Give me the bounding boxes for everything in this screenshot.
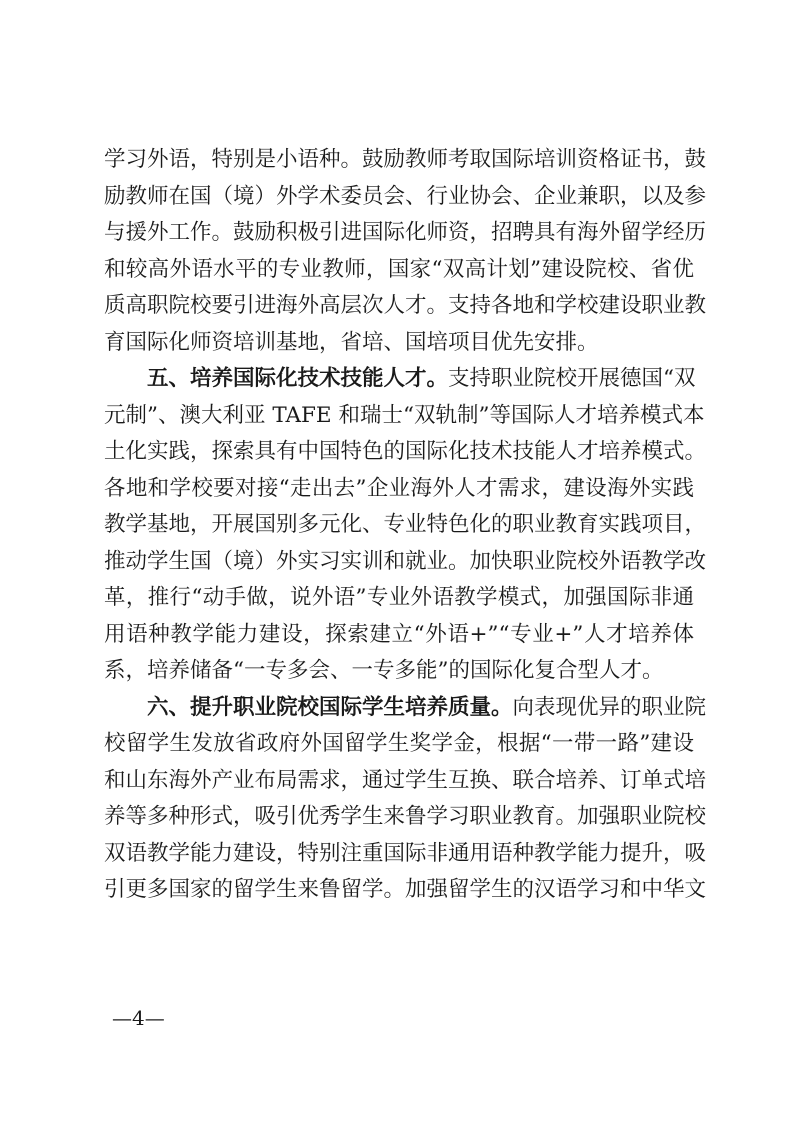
text-line: 各地和学校要对接“走出去”企业海外人才需求，建设海外实践 — [104, 475, 694, 501]
text-line — [104, 361, 694, 398]
text-line: 和山东海外产业布局需求，通过学生互换、联合培养、订单式培 — [104, 767, 707, 793]
text-line: 质高职院校要引进海外高层次人才。支持各地和学校建设职业教 — [104, 293, 707, 318]
text-line: 育国际化师资培训基地，省培、国培项目优先安排。 — [104, 329, 599, 355]
body-text — [104, 142, 707, 909]
page-number: —4— — [112, 1006, 165, 1030]
text-line: 元制”、澳大利亚 TAFE 和瑞士“双轨制”等国际人才培养模式本 — [104, 402, 705, 428]
text-line: 励教师在国（境）外学术委员会、行业协会、企业兼职，以及参 — [104, 183, 707, 209]
text-line — [104, 690, 707, 727]
text-line: 学习外语，特别是小语种。鼓励教师考取国际培训资格证书，鼓 — [104, 147, 707, 172]
text-fragment: 支持职业院校开展德国“双 — [448, 366, 696, 391]
text-line: 系，培养储备“一专多会、一专多能”的国际化复合型人才。 — [104, 658, 664, 683]
text-line: 引更多国家的留学生来鲁留学。加强留学生的汉语学习和中华文 — [104, 877, 707, 902]
paragraph-teacher-training — [104, 142, 707, 361]
text-line: 推动学生国（境）外实习实训和就业。加快职业院校外语教学改 — [104, 548, 707, 574]
text-line: 教学基地，开展国别多元化、专业特色化的职业教育实践项目， — [104, 512, 707, 537]
text-line: 与援外工作。鼓励积极引进国际化师资，招聘具有海外留学经历 — [104, 220, 707, 245]
text-line: 校留学生发放省政府外国留学生奖学金，根据“一带一路”建设 — [104, 731, 694, 756]
paragraph-section-five — [104, 361, 707, 690]
text-line: 和较高外语水平的专业教师，国家“双高计划”建设院校、省优 — [104, 256, 694, 282]
text-line: 革，推行“动手做，说外语”专业外语教学模式，加强国际非通 — [104, 585, 694, 610]
text-line: 养等多种形式，吸引优秀学生来鲁学习职业教育。加强职业院校 — [104, 804, 707, 829]
section-heading-five: 五、培养国际化技术技能人才。 — [147, 366, 449, 391]
text-line: 双语教学能力建设，特别注重国际非通用语种教学能力提升，吸 — [104, 840, 707, 866]
text-line: 土化实践，探索具有中国特色的国际化技术技能人才培养模式。 — [104, 439, 707, 464]
text-line: 用语种教学能力建设，探索建立“外语+”“专业+”人才培养体 — [104, 621, 694, 647]
paragraph-section-six — [104, 690, 707, 909]
section-heading-six: 六、提升职业院校国际学生培养质量。 — [147, 694, 513, 720]
text-fragment: 向表现优异的职业院 — [512, 694, 707, 720]
